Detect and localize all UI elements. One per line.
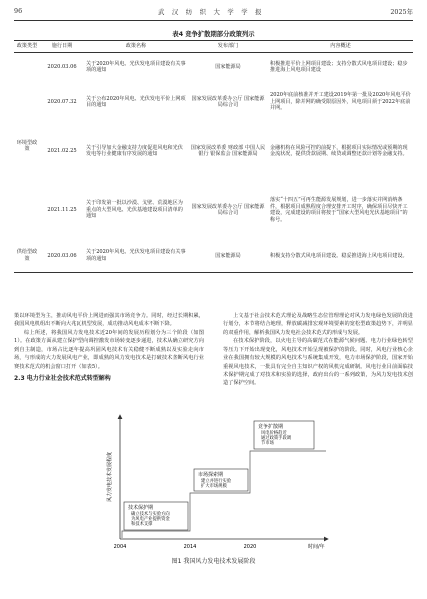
development-stage-figure — [90, 407, 340, 552]
table-row — [14, 240, 413, 272]
x-tick-label: 2004 — [113, 544, 127, 550]
column-header: 发布部门 — [188, 41, 268, 53]
column-header: 施行日期 — [40, 41, 84, 53]
stage-line: 和技术支撑 — [131, 522, 153, 527]
x-tick-label: 2014 — [183, 544, 197, 550]
summary-cell: 2020年底前核准并开工建设2019年第一批及2020年风电平价上网项目，除并网的确受限原因外，风电项目须于2022年底前并网。 — [270, 92, 411, 112]
section-heading: 2.3 电力行业社会技术范式转型解构 — [14, 374, 111, 382]
stage-title: 技术保护期 — [128, 505, 154, 511]
policy-table — [14, 40, 413, 273]
stage-diagram — [90, 407, 340, 552]
date-cell: 2020.07.32 — [47, 98, 77, 105]
column-header: 政策类型 — [14, 41, 40, 53]
table-row — [14, 180, 413, 240]
page-number: 96 — [14, 7, 23, 15]
stage-line: 节市场 — [261, 441, 274, 446]
y-axis-label: 风力发电技术发展程度 — [107, 451, 113, 503]
department-cell: 国家发展改革委办公厅 国家能源局综合司 — [191, 95, 265, 109]
table-row — [14, 52, 413, 82]
left-text-column — [14, 312, 204, 386]
summary-cell: 落实“十四五”可再生能源发展规划，进一步落实并网消纳条件，根据项目成熟程度合理安排开工时序，确保项目尽快开工建设，完成建设的项目将按于“国家大型风电光伏基地项目”的称号。 — [270, 196, 408, 223]
column-header: 政策名称 — [84, 41, 188, 53]
header-rule — [14, 20, 413, 21]
policy-category-cell: 供给型政策 — [14, 240, 40, 272]
body-paragraph: 在技术保护阶段，以火电主导的高碳范式在能源气候问题、电力行业绿色转型等压力下开始出现变化，风电技术开始呈现被保护的阶段。同时，风电行业核心企业在我国拥有较大规模的风电技术与系统集成开发，电力市场保护阶段，国家开始重视风电技术，一批具有完全自主知识产权的风机完成研制。风电行业目前面临技术保护期完成了对技术和实验的选择，政府出台的一系列政策，为风力发电技术创造了保护空间。 — [223, 338, 413, 387]
x-tick-label: 2020 — [243, 544, 257, 550]
body-paragraph: 综上所述，将我国风力发电技术近20年间的发展历程划分为三个阶段（如图1）。在政策方面从建立保护型向调控激发市场转变逐步递进，技术从确立研究方向到自主制造，市场占比逐年提高巩固风电技术有关稳健不断成熟以及实验走向市场，与形成的大力发展风电产业，即成熟的风力发电技术是打破技术垄断风电行业赛技术范式的机会窗口打开（如表5）。 — [14, 329, 204, 370]
stage-line: 为风电产业提供资金 — [131, 517, 170, 522]
summary-cell: 金融机构在风险可控的前提下，根据项目实际情况或预期的现金流状况，提供贷款展期、续贷或调整还款计划等金融支持。 — [270, 144, 408, 158]
table-caption: 表4 竞争扩散期部分政策列示 — [172, 31, 255, 38]
policy-name-cell: 关于公布2020年风电、光伏发电平价上网项目的通知 — [86, 95, 186, 109]
date-cell: 2020.03.06 — [40, 240, 84, 272]
date-cell: 2021.11.25 — [47, 206, 77, 213]
policy-name-cell: 关于引导加大金融支持力度促进风电和光伏发电等行业健康有序发展的通知 — [86, 144, 183, 158]
policy-category-cell: 环境型政策 — [16, 139, 38, 153]
date-cell: 2021.02.25 — [47, 147, 77, 154]
figure-caption: 图1 我国风力发电技术发展阶段 — [171, 558, 256, 565]
date-cell: 2020.03.06 — [47, 64, 77, 71]
summary-cell: 积极推进平价上网项目建设；支持分散式风电项目建设；稳步推进海上风电项目建设 — [270, 60, 408, 74]
table-row — [14, 122, 413, 180]
journal-name: 武汉纺织大学学报 — [157, 8, 270, 16]
department-cell: 国家能源局 — [215, 64, 241, 71]
stage-line: 扩大市场规模 — [201, 484, 227, 489]
policy-name-cell: 关于2020年风电、光伏发电项目建设有关事项的通知 — [86, 60, 186, 74]
table-row — [14, 82, 413, 122]
stage-line: 确立技术与实验方向 — [131, 512, 170, 517]
body-paragraph: 上文基于社会技术范式理论及战略生态位管理理论对风力发电绿色发展阶段进行划分，本节将结合地理，释放碳减排宏观环境要素的宽松型政策趋势下，并明显的双重作用，解析我国风力发电社会技术范式的形成与发展。 — [223, 313, 413, 336]
body-paragraph: 策以环境型为主，推动风电平价上网进而强其市场竞争力。同时，经过长期积累，我国风电机组出不断向大兆瓦机型发展，成功推动风电成本不断下降。 — [14, 313, 204, 328]
stage-line: 风电价格趋近 — [261, 431, 287, 436]
stage-line: 通过政策手段调 — [261, 436, 292, 441]
department-cell: 国家发展改革委 财政部 中国人民银行 银保监会 国家能源局 — [190, 144, 266, 158]
x-axis-label: 时间/年 — [308, 544, 325, 550]
right-text-column — [223, 312, 413, 388]
stage-title: 竞争扩散期 — [258, 424, 284, 430]
summary-cell: 积极支持分散式风电项目建设。稳妥推进海上风电项目建设。 — [268, 240, 413, 272]
department-cell: 国家能源局 — [188, 240, 268, 272]
stage-title: 市场探索期 — [198, 472, 224, 478]
stage-line: 建立并进行实验 — [201, 479, 232, 484]
journal-year: 2025年 — [390, 8, 413, 16]
column-header: 内容概述 — [268, 41, 413, 53]
department-cell: 国家发展改革委办公厅 国家能源局综合司 — [191, 203, 265, 217]
policy-name-cell: 关于印发第一批以沙漠、戈壁、荒漠地区为重点的大型风电、光伏基地建设项目清单的通知 — [86, 200, 183, 220]
policy-name-cell: 关于2020年风电、光伏发电项目建设有关事项的通知 — [84, 240, 188, 272]
table-header-row — [14, 41, 413, 53]
running-header — [14, 6, 413, 18]
